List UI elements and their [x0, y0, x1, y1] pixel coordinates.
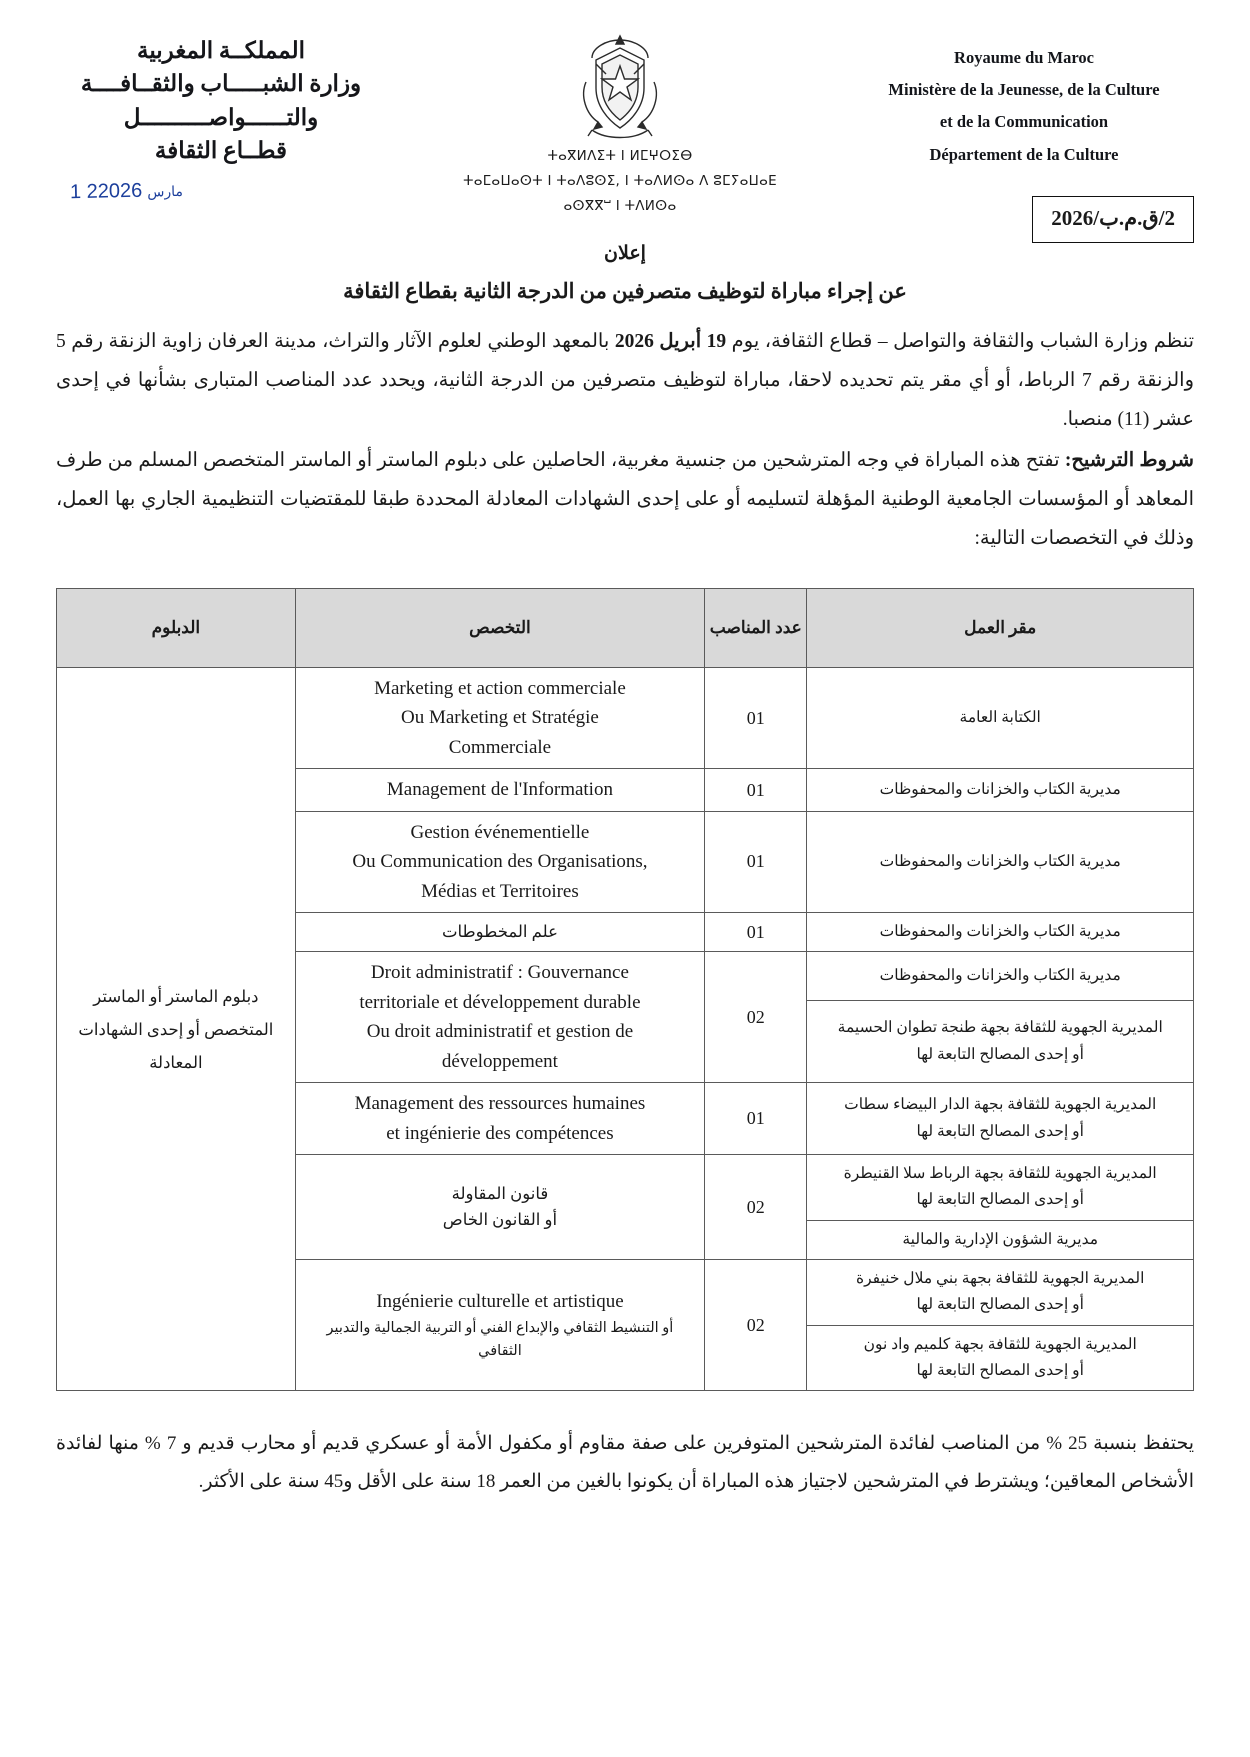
cell-lieu — [807, 1220, 1194, 1259]
spec-line: Commerciale — [448, 736, 552, 758]
intro-paragraphs — [56, 322, 1194, 558]
spec-line: Ingénierie culturelle et artistique — [376, 1291, 624, 1313]
moroccan-coat-of-arms-icon — [572, 30, 668, 142]
lieu-line: أو إحدى المصالح التابعة لها — [916, 1296, 1084, 1314]
lieu-line: المديرية الجهوية للثقافة بجهة كلميم واد نون — [863, 1335, 1137, 1353]
header-arabic-line-1: المملكــة المغربية — [136, 38, 306, 63]
cell-specialite — [295, 1083, 704, 1155]
column-header-lieu: مقر العمل — [807, 589, 1194, 668]
lieu-line: أو إحدى المصالح التابعة لها — [916, 1122, 1084, 1140]
cell-lieu — [807, 1325, 1194, 1391]
intro-p1-part-a: تنظم وزارة الشباب والثقافة والتواصل – قطاع الثقافة، يوم — [726, 331, 1194, 352]
spec-sub-line: الثقافي — [478, 1342, 522, 1359]
cell-diplome: دبلوم الماستر أو الماستر المتخصص أو إحدى الشهادات المعادلة — [57, 668, 296, 1391]
header-tifinagh-line-3: ⴰⵙⴳⴳⵯ ⵏ ⵜⴷⵍⵙⴰ — [563, 197, 677, 214]
lieu-line: مديرية الكتاب والخزانات والمحفوظات — [879, 852, 1121, 870]
cell-nombre: 01 — [705, 913, 807, 952]
cell-lieu — [807, 913, 1194, 952]
cell-specialite — [295, 913, 704, 952]
header-arabic-line-2: وزارة الشبـــــاب والثقــافــــة — [80, 71, 362, 97]
spec-line: et ingénierie des compétences — [386, 1122, 614, 1144]
header-french-line-1: Royaume du Maroc — [954, 48, 1094, 67]
lieu-line: مديرية الشؤون الإدارية والمالية — [902, 1230, 1099, 1248]
lieu-line: أو إحدى المصالح التابعة لها — [916, 1045, 1084, 1063]
cell-lieu — [807, 811, 1194, 912]
cell-specialite — [295, 668, 704, 769]
spec-line: Ou droit administratif et gestion de — [366, 1021, 634, 1043]
cell-nombre: 02 — [705, 952, 807, 1083]
title-block — [56, 242, 1194, 304]
lieu-line: المديرية الجهوية للثقافة بجهة بني ملال خنيفرة — [855, 1270, 1145, 1288]
header-tifinagh-line-1: ⵜⴰⴳⵍⴷⵉⵜ ⵏ ⵍⵎⵖⵔⵉⴱ — [547, 148, 693, 164]
lieu-line: أو إحدى المصالح التابعة لها — [916, 1191, 1084, 1209]
lieu-line: مديرية الكتاب والخزانات والمحفوظات — [879, 780, 1121, 798]
announcement-label: إعلان — [604, 243, 646, 264]
header-arabic-line-4: قطــاع الثقافة — [154, 138, 288, 164]
cell-specialite — [295, 769, 704, 811]
header-tifinagh-line-2: ⵜⴰⵎⴰⵡⴰⵙⵜ ⵏ ⵜⴰⴷⵓⵙⵉ, ⵏ ⵜⴰⴷⵍⵙⴰ ⴷ ⵓⵎⵢⴰⵡⴰⴹ — [463, 172, 777, 189]
spec-line: Gestion événementielle — [410, 821, 590, 843]
footer-note: يحتفظ بنسبة 25 % من المناصب لفائدة المترشحين المتوفرين على صفة مقاوم أو مكفول الأمة أو عسكري قديم أو محارب قديم و 7 % منها لفائدة الأشخاص المعاقين؛ ويشترط في المترشحين لاجتياز هذه المباراة أن يكونوا بالغين من العمر 18 سنة على الأقل و45 سنة على الأكثر. — [56, 1433, 1194, 1493]
page-title: عن إجراء مباراة لتوظيف متصرفين من الدرجة الثانية بقطاع الثقافة — [343, 279, 907, 303]
cell-lieu — [807, 1155, 1194, 1221]
lieu-line: أو إحدى المصالح التابعة لها — [916, 1362, 1084, 1380]
header-arabic-line-3: والتــــــواصــــــــــل — [123, 104, 319, 130]
header-arabic-block — [56, 28, 386, 167]
intro-paragraph-2 — [56, 441, 1194, 558]
cell-lieu — [807, 952, 1194, 1001]
spec-line: développement — [441, 1050, 558, 1072]
date-stamp-month: مارس — [147, 182, 184, 200]
header-center-block — [455, 28, 785, 217]
cell-nombre: 01 — [705, 769, 807, 811]
spec-line: علم المخطوطات — [441, 922, 558, 942]
date-stamp-day: 1 2 — [69, 180, 99, 204]
positions-table — [56, 588, 1194, 1391]
spec-sub-line: أو التنشيط الثقافي والإبداع الفني أو التربية الجمالية والتدبير — [326, 1319, 674, 1336]
header-french-line-2: Ministère de la Jeunesse, de la Culture — [888, 80, 1160, 100]
header-french-line-4: Département de la Culture — [929, 144, 1119, 164]
cell-specialite — [295, 952, 704, 1083]
cell-nombre: 02 — [705, 1260, 807, 1391]
cell-nombre: 01 — [705, 668, 807, 769]
spec-line: قانون المقاولة — [451, 1184, 549, 1204]
column-header-nombre: عدد المناصب — [705, 589, 807, 668]
cell-lieu — [807, 1260, 1194, 1326]
exam-date: 19 أبريل 2026 — [614, 331, 727, 352]
spec-line: Droit administratif : Gouvernance — [370, 962, 629, 984]
header-french-block — [854, 28, 1194, 171]
reference-number-box: 2/ق.م.ب/2026 — [1032, 196, 1194, 243]
date-stamp — [70, 179, 188, 204]
lieu-line: مديرية الكتاب والخزانات والمحفوظات — [879, 923, 1121, 941]
spec-line: Marketing et action commerciale — [374, 678, 626, 699]
cell-specialite — [295, 811, 704, 912]
lieu-line: المديرية الجهوية للثقافة بجهة طنجة تطوان الحسيمة — [837, 1019, 1163, 1037]
cell-specialite — [295, 1155, 704, 1260]
header-french-line-3: et de la Communication — [939, 112, 1109, 132]
lieu-line: المديرية الجهوية للثقافة بجهة الرباط سلا القنيطرة — [843, 1165, 1157, 1183]
document-header — [56, 28, 1194, 214]
cell-nombre: 01 — [705, 1083, 807, 1155]
spec-line: Ou Communication des Organisations, — [352, 851, 648, 873]
conditions-label: شروط الترشيح: — [1064, 450, 1194, 471]
intro-p1-part-b: بالمعهد الوطني لعلوم الآثار والتراث، مدينة العرفان زاوية الزنقة رقم 5 والزنقة رقم 7 الرباط، أو أي مقر يتم تحديده لاحقا، مباراة لتوظيف متصرفين من الدرجة الثانية، ويحدد عدد المناصب المتبارى بشأنها في إحدى عشر (11) منصبا. — [56, 331, 1195, 430]
lieu-line: المديرية الجهوية للثقافة بجهة الدار البيضاء سطات — [844, 1096, 1157, 1114]
spec-line: Médias et Territoires — [421, 880, 579, 902]
lieu-line: الكتابة العامة — [959, 708, 1041, 726]
cell-lieu — [807, 1001, 1194, 1083]
lieu-line: مديرية الكتاب والخزانات والمحفوظات — [879, 967, 1121, 985]
spec-line: أو القانون الخاص — [442, 1210, 558, 1230]
cell-nombre: 01 — [705, 811, 807, 912]
cell-lieu — [807, 668, 1194, 769]
intro-paragraph-1 — [56, 322, 1194, 439]
table-header-row — [57, 589, 1194, 668]
spec-line: Management de l'Information — [386, 779, 613, 801]
table-row — [57, 668, 1194, 769]
cell-nombre: 02 — [705, 1155, 807, 1260]
cell-lieu — [807, 769, 1194, 811]
column-header-specialite: التخصص — [295, 589, 704, 668]
column-header-diplome: الدبلوم — [57, 589, 296, 668]
date-stamp-year: 2026 — [97, 179, 143, 203]
spec-line: Management des ressources humaines — [354, 1093, 646, 1115]
spec-line: territoriale et développement durable — [359, 991, 641, 1013]
spec-line: Ou Marketing et Stratégie — [401, 707, 599, 729]
conditions-text: تفتح هذه المباراة في وجه المترشحين من جنسية مغربية، الحاصلين على دبلوم الماستر أو الماستر المتخصص المسلم من طرف المعاهد أو المؤسسات الجامعية الوطنية المؤهلة لتسليمه أو على إحدى الشهادات المعادلة المحددة طبقا للمقتضيات التنظيمية الجاري بها العمل، وذلك في التخصصات التالية: — [56, 450, 1194, 549]
cell-lieu — [807, 1083, 1194, 1155]
cell-specialite — [295, 1260, 704, 1391]
